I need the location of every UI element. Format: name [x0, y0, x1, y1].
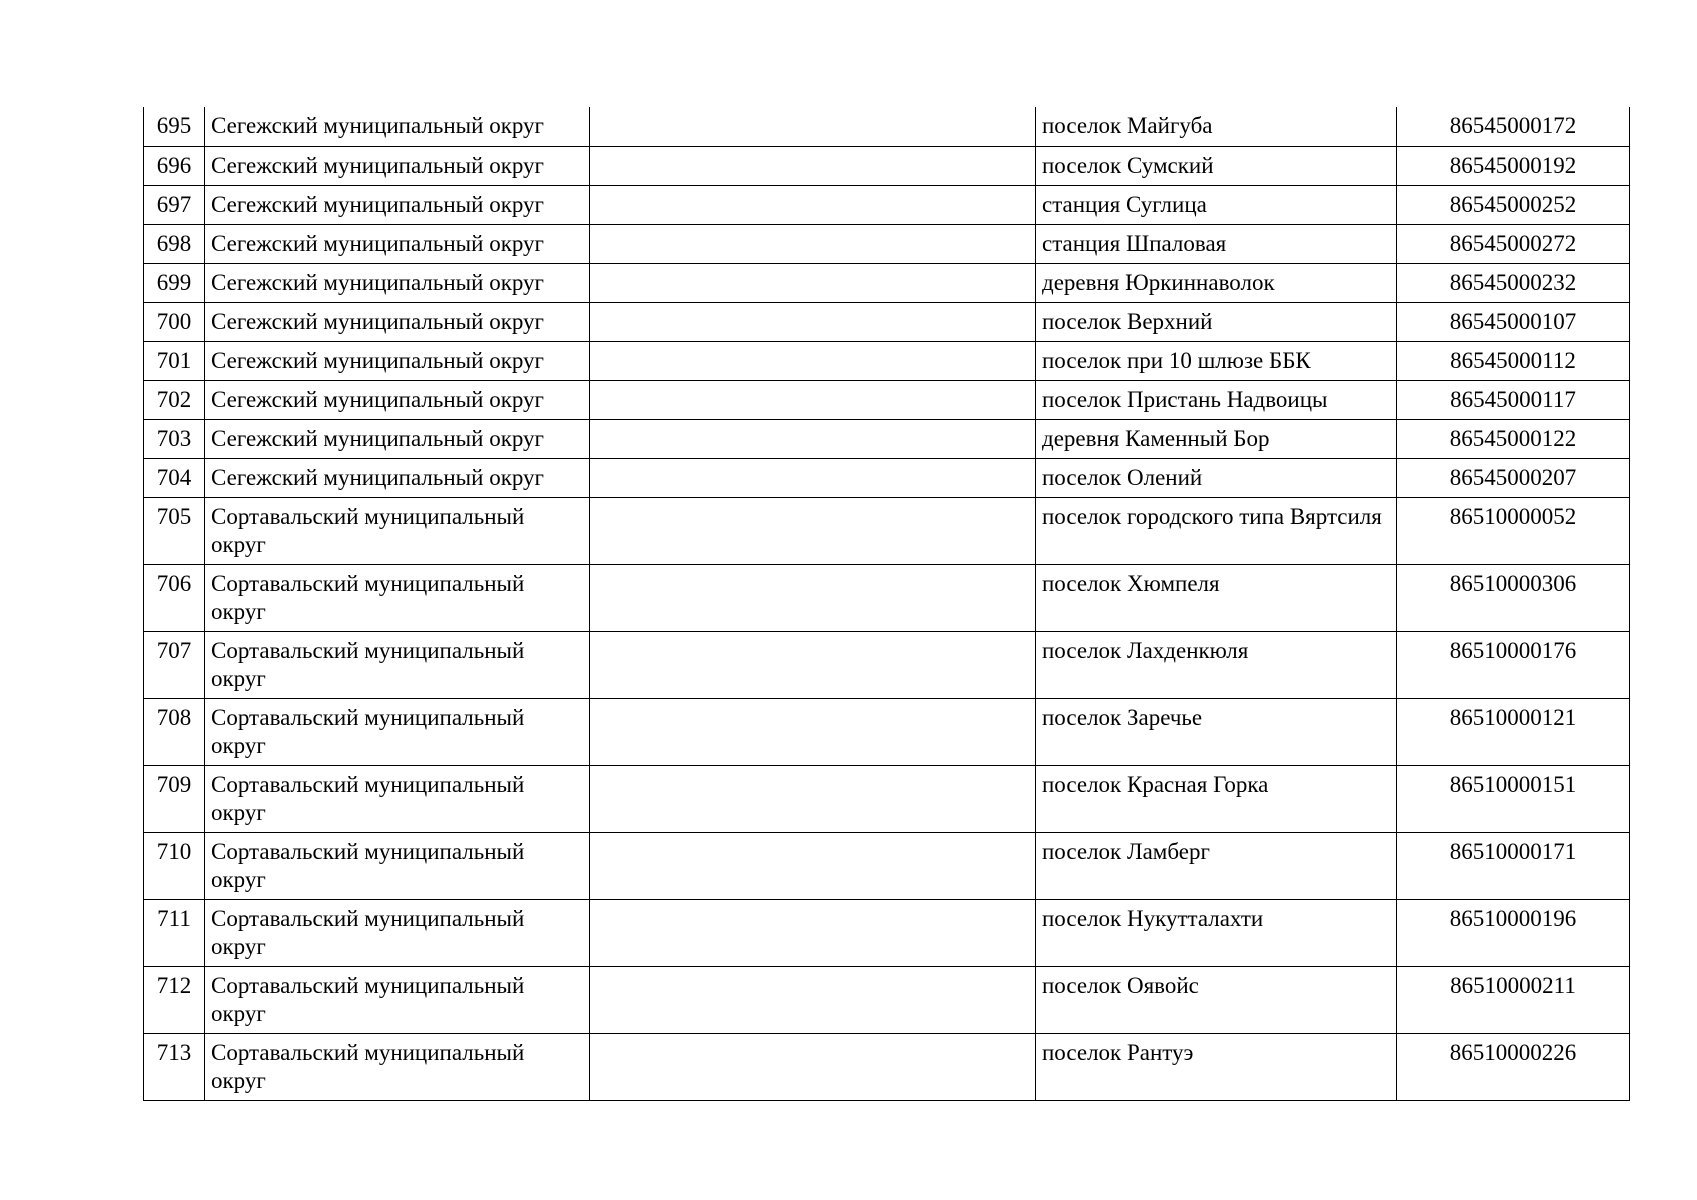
settlement-cell: поселок Заречье	[1036, 698, 1397, 765]
table-row	[144, 564, 1630, 631]
extra-cell	[590, 832, 1036, 899]
oktmo-code-cell: 86545000122	[1397, 419, 1630, 458]
settlement-cell: поселок Нукутталахти	[1036, 899, 1397, 966]
table-row	[144, 146, 1630, 185]
row-number-cell: 710	[144, 832, 205, 899]
settlement-cell: деревня Каменный Бор	[1036, 419, 1397, 458]
row-number-cell: 695	[144, 107, 205, 146]
municipality-cell: Сегежский муниципальный округ	[205, 185, 590, 224]
extra-cell	[590, 966, 1036, 1033]
extra-cell	[590, 458, 1036, 497]
municipality-cell: Сортавальский муниципальный округ	[205, 899, 590, 966]
row-number-cell: 701	[144, 341, 205, 380]
row-number-cell: 700	[144, 302, 205, 341]
extra-cell	[590, 1033, 1036, 1100]
row-number-cell: 706	[144, 564, 205, 631]
oktmo-code-cell: 86510000151	[1397, 765, 1630, 832]
extra-cell	[590, 698, 1036, 765]
municipality-cell: Сортавальский муниципальный округ	[205, 832, 590, 899]
settlement-cell: поселок Лахденкюля	[1036, 631, 1397, 698]
municipality-cell: Сортавальский муниципальный округ	[205, 564, 590, 631]
row-number-cell: 712	[144, 966, 205, 1033]
row-number-cell: 707	[144, 631, 205, 698]
table-row	[144, 966, 1630, 1033]
extra-cell	[590, 631, 1036, 698]
row-number-cell: 699	[144, 263, 205, 302]
oktmo-code-cell: 86545000272	[1397, 224, 1630, 263]
oktmo-code-cell: 86510000306	[1397, 564, 1630, 631]
table-row	[144, 107, 1630, 146]
row-number-cell: 713	[144, 1033, 205, 1100]
settlement-cell: станция Суглица	[1036, 185, 1397, 224]
table-row	[144, 185, 1630, 224]
row-number-cell: 698	[144, 224, 205, 263]
extra-cell	[590, 302, 1036, 341]
extra-cell	[590, 380, 1036, 419]
row-number-cell: 709	[144, 765, 205, 832]
settlement-cell: поселок Сумский	[1036, 146, 1397, 185]
settlement-cell: поселок Олений	[1036, 458, 1397, 497]
settlement-cell: поселок Ламберг	[1036, 832, 1397, 899]
table-row	[144, 1033, 1630, 1100]
oktmo-code-cell: 86510000176	[1397, 631, 1630, 698]
settlement-cell: поселок городского типа Вяртсиля	[1036, 497, 1397, 564]
table-row	[144, 224, 1630, 263]
table-row	[144, 631, 1630, 698]
municipality-cell: Сегежский муниципальный округ	[205, 341, 590, 380]
settlement-cell: поселок Оявойс	[1036, 966, 1397, 1033]
settlement-cell: поселок Майгуба	[1036, 107, 1397, 146]
table-row	[144, 419, 1630, 458]
table-row	[144, 899, 1630, 966]
row-number-cell: 702	[144, 380, 205, 419]
municipality-cell: Сортавальский муниципальный округ	[205, 698, 590, 765]
oktmo-code-cell: 86510000226	[1397, 1033, 1630, 1100]
extra-cell	[590, 107, 1036, 146]
municipality-cell: Сортавальский муниципальный округ	[205, 631, 590, 698]
settlement-cell: поселок Хюмпеля	[1036, 564, 1397, 631]
settlement-cell: поселок Пристань Надвоицы	[1036, 380, 1397, 419]
extra-cell	[590, 146, 1036, 185]
settlement-cell: поселок Верхний	[1036, 302, 1397, 341]
municipality-cell: Сегежский муниципальный округ	[205, 419, 590, 458]
settlement-cell: поселок Красная Горка	[1036, 765, 1397, 832]
extra-cell	[590, 564, 1036, 631]
table-row	[144, 698, 1630, 765]
municipality-cell: Сегежский муниципальный округ	[205, 146, 590, 185]
municipality-cell: Сортавальский муниципальный округ	[205, 966, 590, 1033]
table-row	[144, 497, 1630, 564]
table-body	[144, 107, 1630, 1100]
table-row	[144, 380, 1630, 419]
extra-cell	[590, 185, 1036, 224]
municipality-cell: Сегежский муниципальный округ	[205, 380, 590, 419]
oktmo-code-cell: 86510000171	[1397, 832, 1630, 899]
row-number-cell: 711	[144, 899, 205, 966]
oktmo-code-cell: 86510000196	[1397, 899, 1630, 966]
oktmo-code-cell: 86545000112	[1397, 341, 1630, 380]
oktmo-code-cell: 86545000207	[1397, 458, 1630, 497]
oktmo-code-cell: 86545000172	[1397, 107, 1630, 146]
settlement-cell: поселок Рантуэ	[1036, 1033, 1397, 1100]
extra-cell	[590, 341, 1036, 380]
municipality-cell: Сегежский муниципальный округ	[205, 224, 590, 263]
table-row	[144, 341, 1630, 380]
extra-cell	[590, 497, 1036, 564]
row-number-cell: 705	[144, 497, 205, 564]
oktmo-code-cell: 86545000232	[1397, 263, 1630, 302]
row-number-cell: 708	[144, 698, 205, 765]
oktmo-code-cell: 86510000121	[1397, 698, 1630, 765]
extra-cell	[590, 765, 1036, 832]
row-number-cell: 697	[144, 185, 205, 224]
row-number-cell: 704	[144, 458, 205, 497]
municipality-cell: Сегежский муниципальный округ	[205, 302, 590, 341]
oktmo-code-cell: 86510000052	[1397, 497, 1630, 564]
table-row	[144, 458, 1630, 497]
table-row	[144, 765, 1630, 832]
row-number-cell: 703	[144, 419, 205, 458]
extra-cell	[590, 419, 1036, 458]
settlements-table	[143, 107, 1630, 1101]
row-number-cell: 696	[144, 146, 205, 185]
extra-cell	[590, 224, 1036, 263]
oktmo-code-cell: 86545000192	[1397, 146, 1630, 185]
table-row	[144, 832, 1630, 899]
settlement-cell: поселок при 10 шлюзе ББК	[1036, 341, 1397, 380]
settlement-cell: станция Шпаловая	[1036, 224, 1397, 263]
municipality-cell: Сегежский муниципальный округ	[205, 107, 590, 146]
municipality-cell: Сортавальский муниципальный округ	[205, 1033, 590, 1100]
extra-cell	[590, 899, 1036, 966]
oktmo-code-cell: 86545000117	[1397, 380, 1630, 419]
extra-cell	[590, 263, 1036, 302]
municipality-cell: Сегежский муниципальный округ	[205, 263, 590, 302]
oktmo-code-cell: 86510000211	[1397, 966, 1630, 1033]
municipality-cell: Сортавальский муниципальный округ	[205, 497, 590, 564]
oktmo-code-cell: 86545000107	[1397, 302, 1630, 341]
municipality-cell: Сегежский муниципальный округ	[205, 458, 590, 497]
municipality-cell: Сортавальский муниципальный округ	[205, 765, 590, 832]
oktmo-code-cell: 86545000252	[1397, 185, 1630, 224]
table-row	[144, 302, 1630, 341]
settlement-cell: деревня Юркиннаволок	[1036, 263, 1397, 302]
table-row	[144, 263, 1630, 302]
